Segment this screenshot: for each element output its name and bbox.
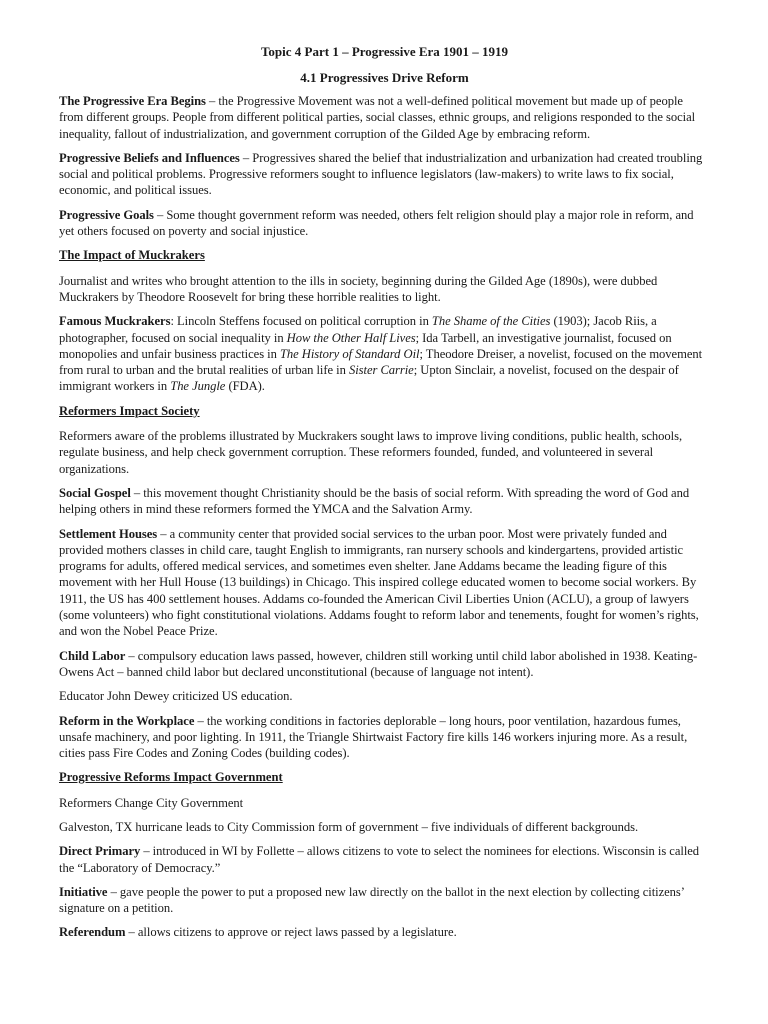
paragraph-text: (1903); Jacob Riis, a photographer, focused on social inequality in — [59, 314, 657, 345]
paragraph-social-gospel — [59, 485, 710, 518]
paragraph-text: Educator John Dewey criticized US education. — [59, 689, 293, 704]
paragraph-john-dewey — [59, 688, 710, 704]
paragraph-city-government — [59, 795, 710, 811]
term-referendum: Referendum — [59, 925, 126, 940]
document-title: Topic 4 Part 1 – Progressive Era 1901 – 1919 — [260, 44, 509, 59]
paragraph-text: – allows citizens to approve or reject laws passed by a legislature. — [125, 925, 457, 940]
term-progressive-beliefs: Progressive Beliefs and Influences — [59, 150, 240, 165]
term-famous-muckrakers: Famous Muckrakers — [59, 314, 171, 329]
paragraph-text: ; Ida Tarbell, an investigative journalist, focused on monopolies and unfair business practices in — [59, 330, 672, 361]
term-settlement-houses: Settlement Houses — [59, 526, 158, 541]
paragraph-text: : Lincoln Steffens focused on political corruption in — [170, 314, 432, 329]
section-heading-muckrakers: The Impact of Muckrakers — [59, 248, 205, 263]
paragraph-initiative — [59, 884, 710, 917]
book-title: The History of Standard Oil — [279, 346, 420, 361]
paragraph-text: Galveston, TX hurricane leads to City Commission form of government – five individuals of different backgrounds. — [59, 819, 639, 834]
paragraph-child-labor — [59, 648, 710, 681]
document-subtitle: 4.1 Progressives Drive Reform — [300, 70, 469, 85]
paragraph-text: – a community center that provided social services to the urban poor. Most were privately funded and provided mothers classes in child care, taught English to immigrants, ran nursery schools and kindergartens, provided artistic programs for adults, offered medical services, and sometimes even shelter. Jane Addams became the leading figure of this movement with her Hull House (13 buildings) in Chicago. This inspired college educated women to become social workers. By 1911, the US has 400 settlement houses. Addams co-founded the American Civil Liberties Union (ACLU), a group of lawyers (some volunteers) who fight constitutional violations. Addams fought to reform labor and tenements, fought for women’s rights, and won the Nobel Peace Prize. — [59, 526, 699, 639]
term-progressive-era-begins: The Progressive Era Begins — [59, 94, 206, 108]
paragraph-text: – the working conditions in factories deplorable – long hours, poor ventilation, hazardous fumes, unsafe machinery, and poor lighting. In 1911, the Triangle Shirtwaist Factory fire kills 146 workers injuring more. As a result, cities pass Fire Codes and Zoning Codes (building codes). — [59, 713, 688, 761]
term-progressive-goals: Progressive Goals — [59, 207, 154, 222]
paragraph-text: ; Upton Sinclair, a novelist, focused on the despair of immigrant workers in — [59, 363, 679, 394]
term-workplace-reform: Reform in the Workplace — [59, 713, 195, 728]
paragraph-referendum — [59, 924, 710, 940]
paragraph-text: Reformers Change City Government — [59, 795, 244, 810]
paragraph-progressive-goals — [59, 207, 710, 240]
paragraph-text: – this movement thought Christianity should be the basis of social reform. With spreading the word of God and helping others in mind these reformers formed the YMCA and the Salvation Army. — [59, 485, 690, 517]
paragraph-text: – gave people the power to put a proposed new law directly on the ballot in the next election by collecting citizens’ signature on a petition. — [59, 884, 684, 916]
paragraph-text: Journalist and writes who brought attention to the ills in society, beginning during the Gilded Age (1890s), were dubbed Muckrakers by Theodore Roosevelt for bring these horrible realities to light. — [59, 273, 658, 304]
paragraph-workplace-reform — [59, 713, 710, 762]
paragraph-famous-muckrakers — [59, 313, 710, 394]
book-title: The Shame of the Cities — [431, 314, 551, 329]
paragraph-muckrakers-intro — [59, 273, 710, 306]
paragraph-text: – Some thought government reform was needed, others felt religion should play a major role in reform, and yet others focused on poverty and social injustice. — [59, 207, 694, 239]
term-initiative: Initiative — [59, 884, 108, 899]
paragraph-galveston — [59, 819, 710, 835]
paragraph-progressive-beliefs — [59, 150, 710, 199]
term-child-labor: Child Labor — [59, 648, 126, 663]
paragraph-text: (FDA). — [225, 379, 265, 394]
term-social-gospel: Social Gospel — [59, 485, 131, 500]
paragraph-text: – introduced in WI by Follette – allows citizens to vote to select the nominees for elections. Wisconsin is called the “Laboratory of Democracy.” — [59, 844, 700, 875]
section-heading-government: Progressive Reforms Impact Government — [59, 770, 283, 785]
paragraph-text: – Progressives shared the belief that industrialization and urbanization had created troubling social and political problems. Progressive reformers sought to influence legislators (law-makers) to write laws to fix social, economic, and political issues. — [59, 150, 703, 198]
paragraph-reformers-intro — [59, 428, 710, 477]
paragraph-text: ; Theodore Dreiser, a novelist, focused on the movement from rural to urban and the brutal realities of urban life in — [59, 346, 703, 378]
term-direct-primary: Direct Primary — [59, 844, 141, 859]
paragraph-direct-primary — [59, 843, 710, 876]
book-title: The Jungle — [170, 379, 226, 394]
paragraph-text: – the Progressive Movement was not a well-defined political movement but made up of people from different groups. People from different political parties, social classes, ethnic groups, and religions responded to the social inequality, fallout of industrialization, and government corruption of the Gilded Age by embracing reform. — [59, 94, 696, 141]
paragraph-settlement-houses — [59, 526, 710, 640]
paragraph-text: Reformers aware of the problems illustrated by Muckrakers sought laws to improve living conditions, public health, schools, regulate business, and help check government corruption. These reformers founded, funded, and volunteered in several organizations. — [59, 429, 683, 476]
paragraph-text: – compulsory education laws passed, however, children still working until child labor abolished in 1938. Keating-Owens Act – banned child labor but declared unconstitutional (because of language not intent). — [59, 648, 698, 679]
paragraph-progressive-era-begins — [59, 93, 710, 142]
section-heading-society: Reformers Impact Society — [59, 403, 200, 418]
book-title: Sister Carrie — [348, 363, 414, 378]
book-title: How the Other Half Lives — [286, 330, 416, 345]
